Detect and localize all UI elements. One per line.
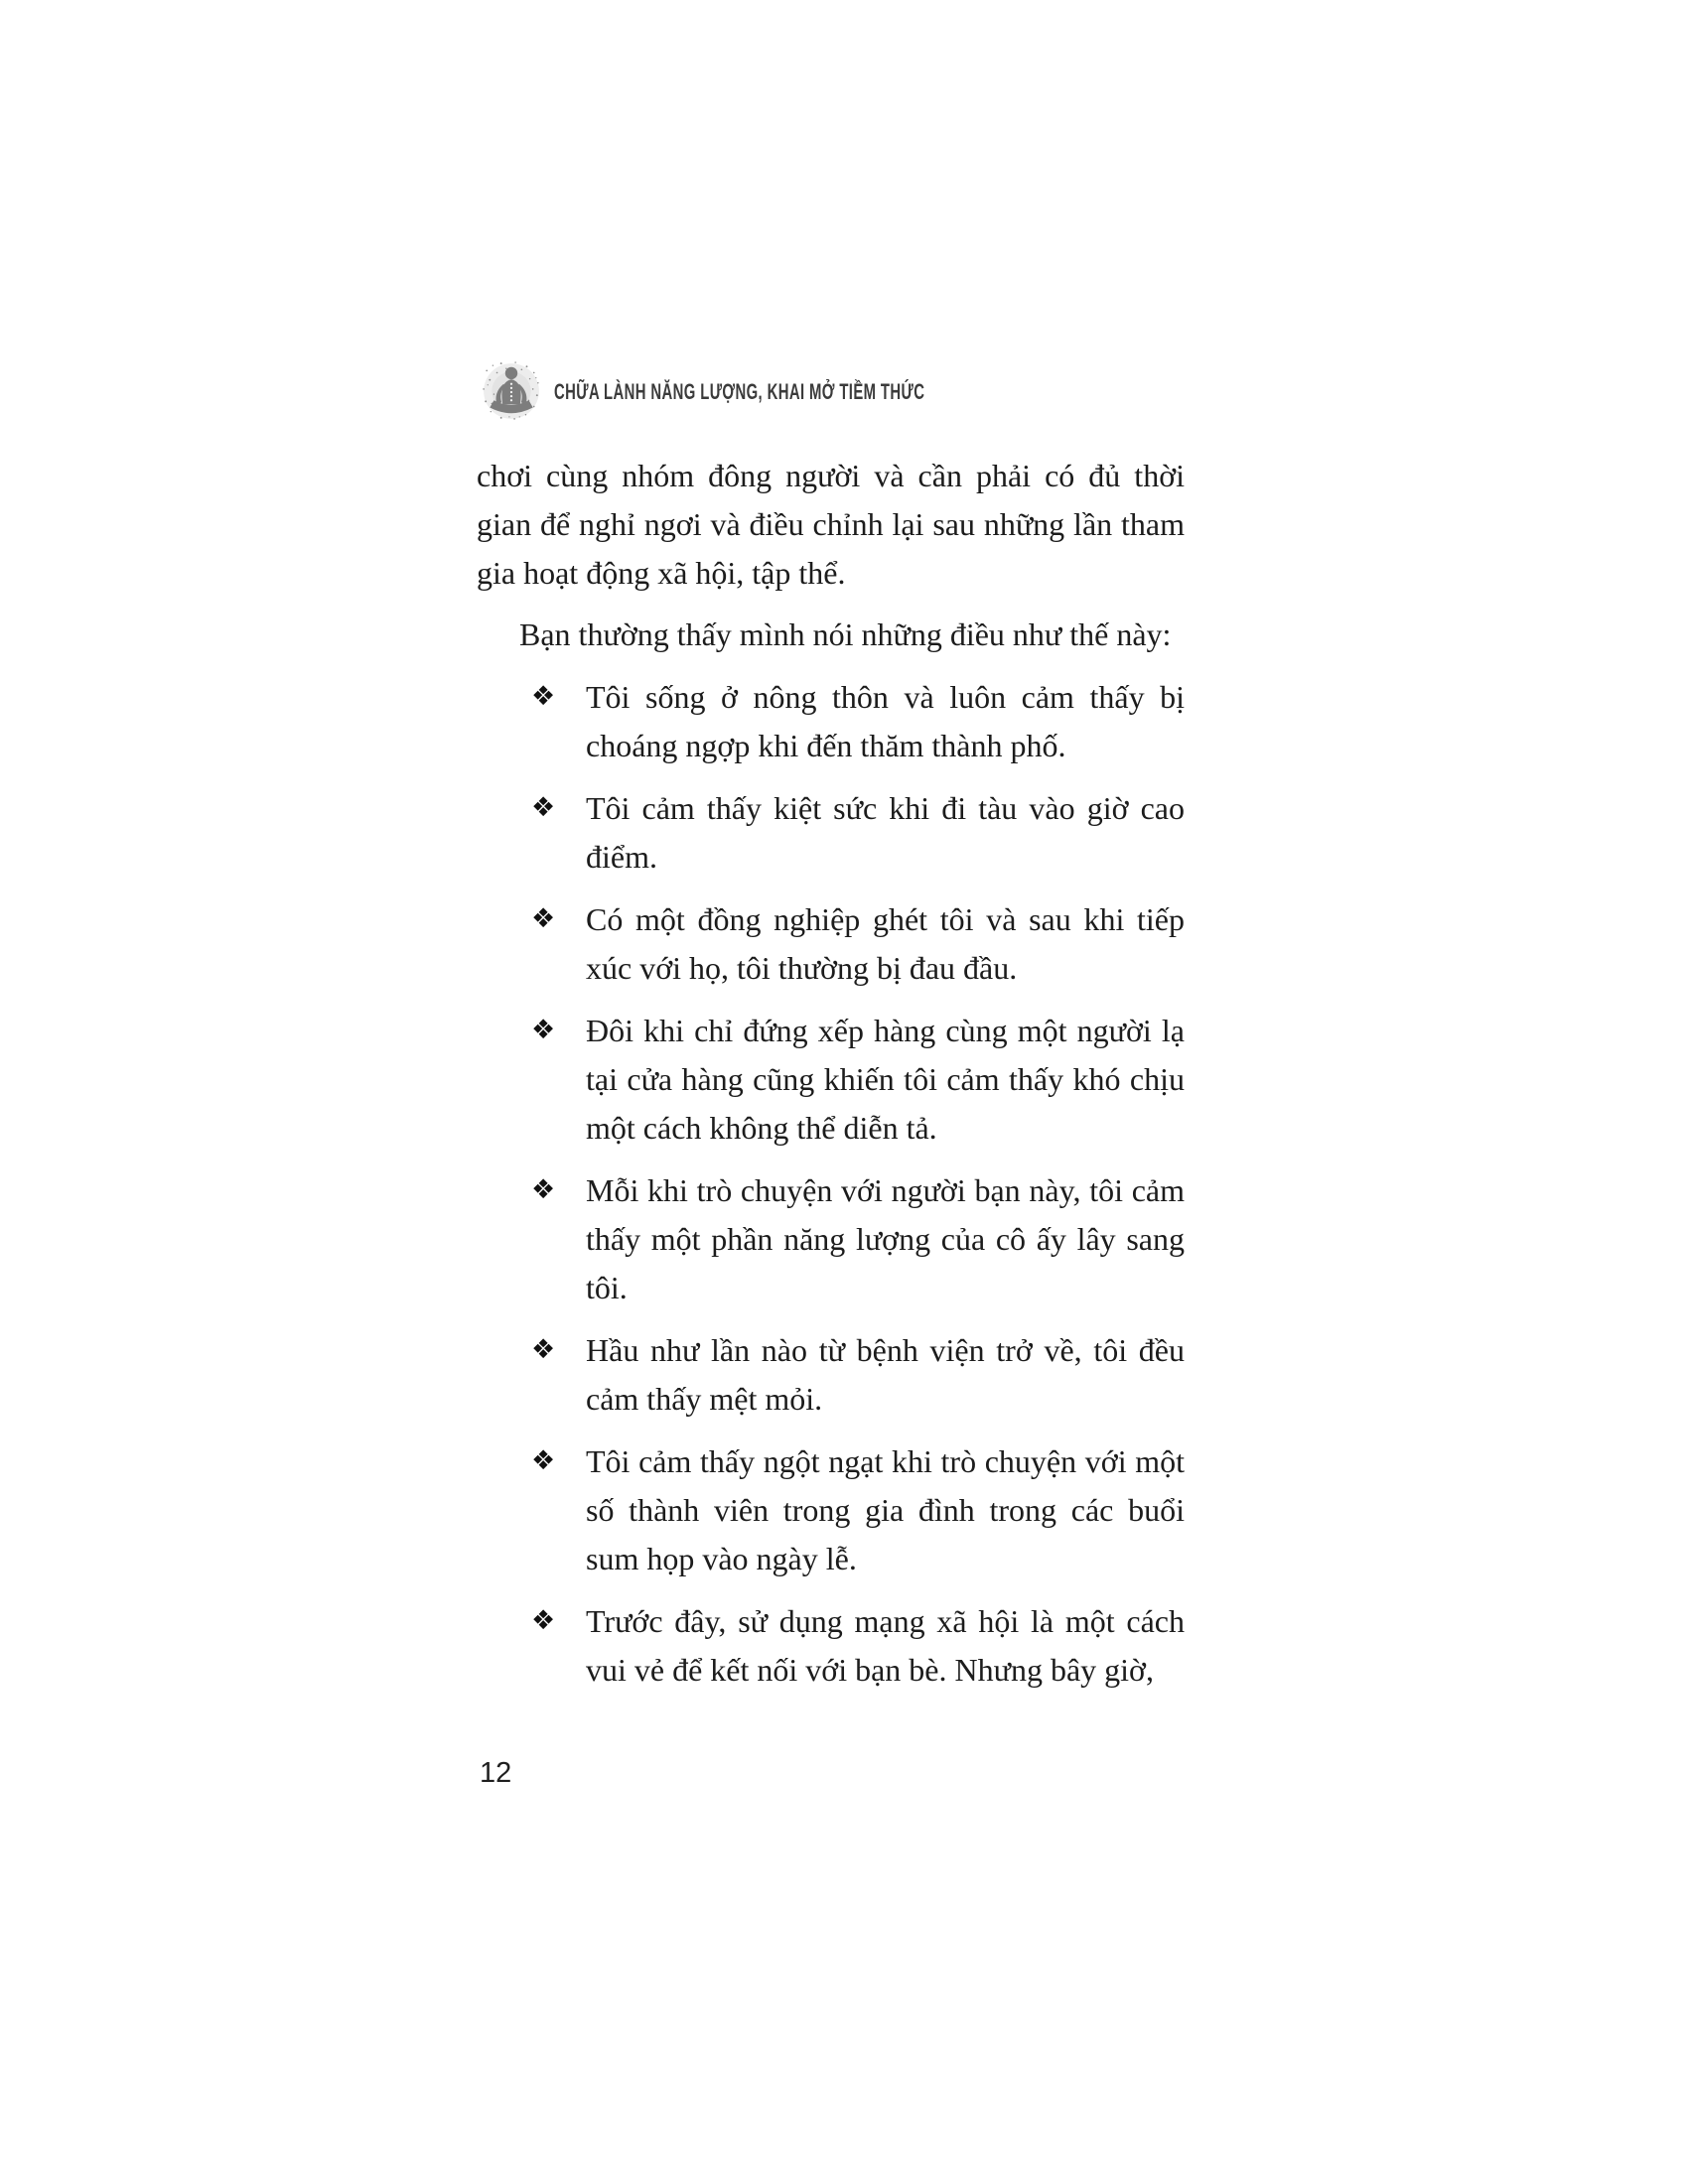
list-item-text: Hầu như lần nào từ bệnh viện trở về, tôi đều cảm thấy mệt mỏi. [586, 1332, 1185, 1417]
list-item [477, 1166, 1185, 1312]
list-item [477, 895, 1185, 993]
meditating-person-icon [481, 360, 542, 422]
list-item-text: Có một đồng nghiệp ghét tôi và sau khi tiếp xúc với họ, tôi thường bị đau đầu. [586, 901, 1185, 986]
page-number: 12 [480, 1757, 512, 1789]
list-item-text: Tôi sống ở nông thôn và luôn cảm thấy bị choáng ngợp khi đến thăm thành phố. [586, 679, 1185, 763]
list-item [477, 1597, 1185, 1695]
symptom-list [477, 673, 1185, 1695]
list-item-text: Tôi cảm thấy ngột ngạt khi trò chuyện với một số thành viên trong gia đình trong các buổi sum họp vào ngày lễ. [586, 1443, 1185, 1576]
list-item-text: Đôi khi chỉ đứng xếp hàng cùng một người lạ tại cửa hàng cũng khiến tôi cảm thấy khó chịu một cách không thể diễn tả. [586, 1013, 1185, 1146]
bullet-diamond-icon: ❖ [531, 681, 556, 712]
bullet-diamond-icon: ❖ [531, 792, 556, 823]
running-header-title: CHỮA LÀNH NĂNG LƯỢNG, KHAI MỞ TIỀM THỨC [554, 379, 925, 404]
list-item [477, 1437, 1185, 1583]
list-item [477, 1007, 1185, 1153]
bullet-diamond-icon: ❖ [531, 1605, 556, 1636]
paragraph-intro: Bạn thường thấy mình nói những điều như thế này: [519, 616, 1172, 652]
list-item [477, 784, 1185, 882]
bullet-diamond-icon: ❖ [531, 1015, 556, 1045]
bullet-diamond-icon: ❖ [531, 1445, 556, 1476]
list-item [477, 1326, 1185, 1424]
running-header [481, 359, 1116, 423]
list-item-text: Mỗi khi trò chuyện với người bạn này, tôi cảm thấy một phần năng lượng của cô ấy lây sang tôi. [586, 1172, 1185, 1305]
paragraph-continuation: chơi cùng nhóm đông người và cần phải có đủ thời gian để nghỉ ngơi và điều chỉnh lại sau những lần tham gia hoạt động xã hội, tập thể. [477, 458, 1185, 591]
page-body [477, 452, 1185, 1695]
list-item [477, 673, 1185, 770]
bullet-diamond-icon: ❖ [531, 903, 556, 934]
bullet-diamond-icon: ❖ [531, 1174, 556, 1205]
list-item-text: Trước đây, sử dụng mạng xã hội là một cách vui vẻ để kết nối với bạn bè. Nhưng bây giờ, [586, 1603, 1185, 1688]
bullet-diamond-icon: ❖ [531, 1334, 556, 1365]
list-item-text: Tôi cảm thấy kiệt sức khi đi tàu vào giờ cao điểm. [586, 790, 1185, 875]
